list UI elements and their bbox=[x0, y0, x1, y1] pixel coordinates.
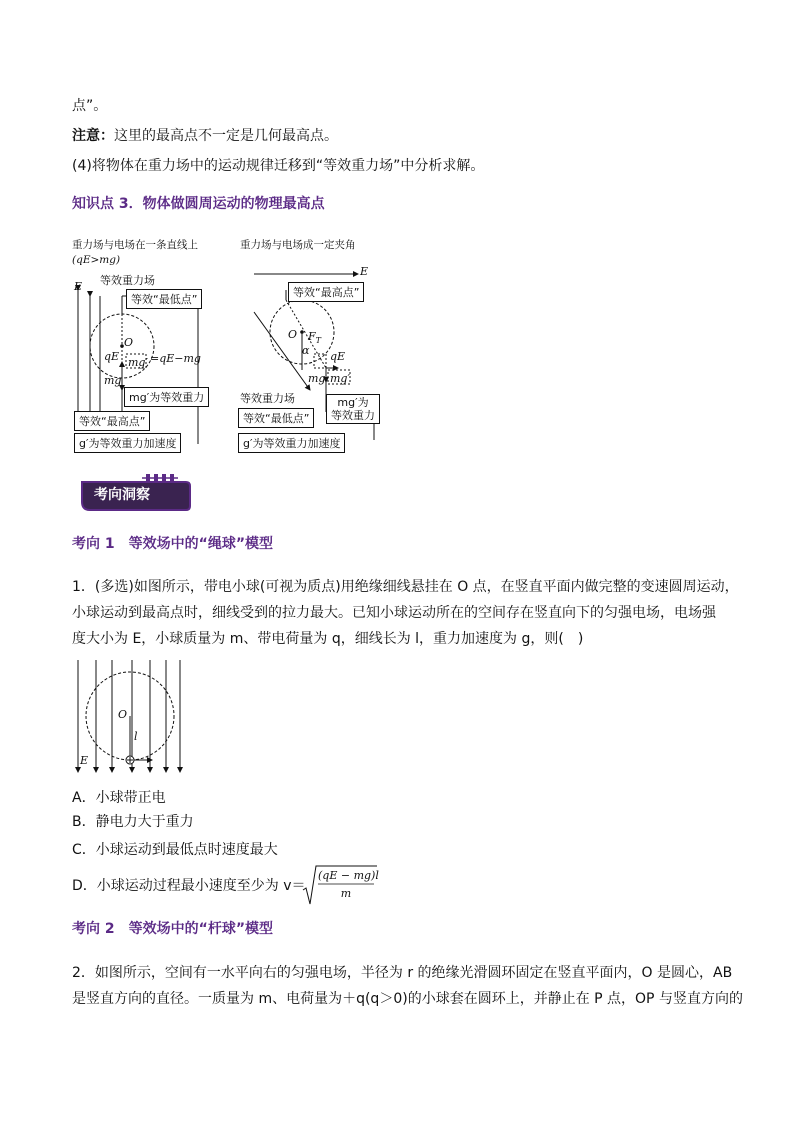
fig-left-mg-label: mg bbox=[104, 374, 122, 387]
fig-right-gequiv-box: g′为等效重力加速度 bbox=[238, 433, 345, 453]
fig-right-mgequiv-box bbox=[326, 394, 380, 424]
note-label: 注意： bbox=[72, 128, 114, 144]
mgequiv-line1: mg′为 bbox=[337, 396, 369, 409]
q1-option-d: D．小球运动过程最小速度至少为 v＝ bbox=[72, 878, 306, 894]
q1-line2: 小球运动到最高点时，细线受到的拉力最大。已知小球运动所在的空间存在竖直向下的匀强电场，电场强 bbox=[72, 605, 716, 621]
mgequiv-line2: 等效重力 bbox=[331, 409, 375, 422]
q1-line1: 1．(多选)如图所示，带电小球(可视为质点)用绝缘细线悬挂在 O 点，在竖直平面内做完整的变速圆周运动， bbox=[72, 579, 739, 595]
fig-right-equiv-field: 等效重力场 bbox=[240, 392, 295, 405]
q1-fig-o: O bbox=[118, 708, 128, 721]
fig-left-caption1: 重力场与电场在一条直线上 bbox=[72, 239, 198, 251]
direction2-title: 考向 2 等效场中的“杆球”模型 bbox=[72, 921, 274, 937]
fig-right-qe-label: qE bbox=[330, 350, 346, 363]
q2-line2: 是竖直方向的直径。一质量为 m、电荷量为＋q(q＞0)的小球套在圆环上，并静止在 P 点，OP 与竖直方向的 bbox=[72, 991, 743, 1007]
ft-main: F bbox=[308, 330, 316, 343]
fig-left-o-label: O bbox=[124, 336, 134, 349]
note-line bbox=[72, 126, 338, 146]
fig-left-qe-label: qE bbox=[104, 350, 120, 363]
fig-right-e-label: E bbox=[360, 265, 369, 278]
intro-item4: (4)将物体在重力场中的运动规律迁移到“等效重力场”中分析求解。 bbox=[72, 158, 485, 174]
q1-fig-l: l bbox=[134, 730, 138, 743]
fig-left-equiv-field: 等效重力场 bbox=[100, 274, 155, 287]
section-badge: 考向洞察 bbox=[94, 487, 150, 503]
direction1-title: 考向 1 等效场中的“绳球”模型 bbox=[72, 536, 274, 552]
fig-right-mgprime-label: mg′ bbox=[330, 372, 350, 385]
fig-right-highest-box: 等效“最高点” bbox=[288, 282, 364, 302]
intro-line1: 点”。 bbox=[72, 98, 108, 114]
q1-option-b: B．静电力大于重力 bbox=[72, 814, 194, 830]
fig-left-lowest-box: 等效“最低点” bbox=[126, 289, 202, 309]
note-text: 这里的最高点不一定是几何最高点。 bbox=[114, 128, 338, 144]
fig-right-caption: 重力场与电场成一定夹角 bbox=[240, 239, 356, 251]
knowledge-point-title: 知识点 3．物体做圆周运动的物理最高点 bbox=[72, 196, 325, 212]
q1-figure bbox=[72, 656, 192, 776]
q1-option-a: A．小球带正电 bbox=[72, 790, 166, 806]
q1-fig-e: E bbox=[80, 754, 89, 767]
q1-option-c: C．小球运动到最低点时速度最大 bbox=[72, 842, 278, 858]
fig-left-mgprime-label: mg′ bbox=[128, 356, 148, 369]
fig-right-alpha-label: α bbox=[302, 344, 310, 357]
fig-left-mgequiv-box: mg′为等效重力 bbox=[124, 387, 209, 407]
fig-right-ft-label bbox=[308, 330, 321, 345]
formula-numerator: (qE − mg)l bbox=[318, 869, 379, 882]
fig-left-highest-box: 等效“最高点” bbox=[74, 411, 150, 431]
fig-left-e-label: E bbox=[74, 280, 83, 293]
q1-line3: 度大小为 E，小球质量为 m、带电荷量为 q，细线长为 l，重力加速度为 g，则( ) bbox=[72, 631, 584, 647]
fig-right-o-label: O bbox=[288, 328, 298, 341]
formula-denominator: m bbox=[340, 887, 352, 900]
fig-right-lowest-box: 等效“最低点” bbox=[238, 408, 314, 428]
fig-right-mg-label: mg bbox=[308, 372, 326, 385]
ft-sub: T bbox=[315, 336, 321, 346]
q2-line1: 2．如图所示，空间有一水平向右的匀强电场，半径为 r 的绝缘光滑圆环固定在竖直平面内，O 是圆心，AB bbox=[72, 965, 733, 981]
fig-left-gequiv-box: g′为等效重力加速度 bbox=[74, 433, 181, 453]
fig-left-qe-mg-label: =qE−mg bbox=[150, 352, 201, 365]
fig-left-caption2: (qE>mg) bbox=[72, 254, 121, 266]
